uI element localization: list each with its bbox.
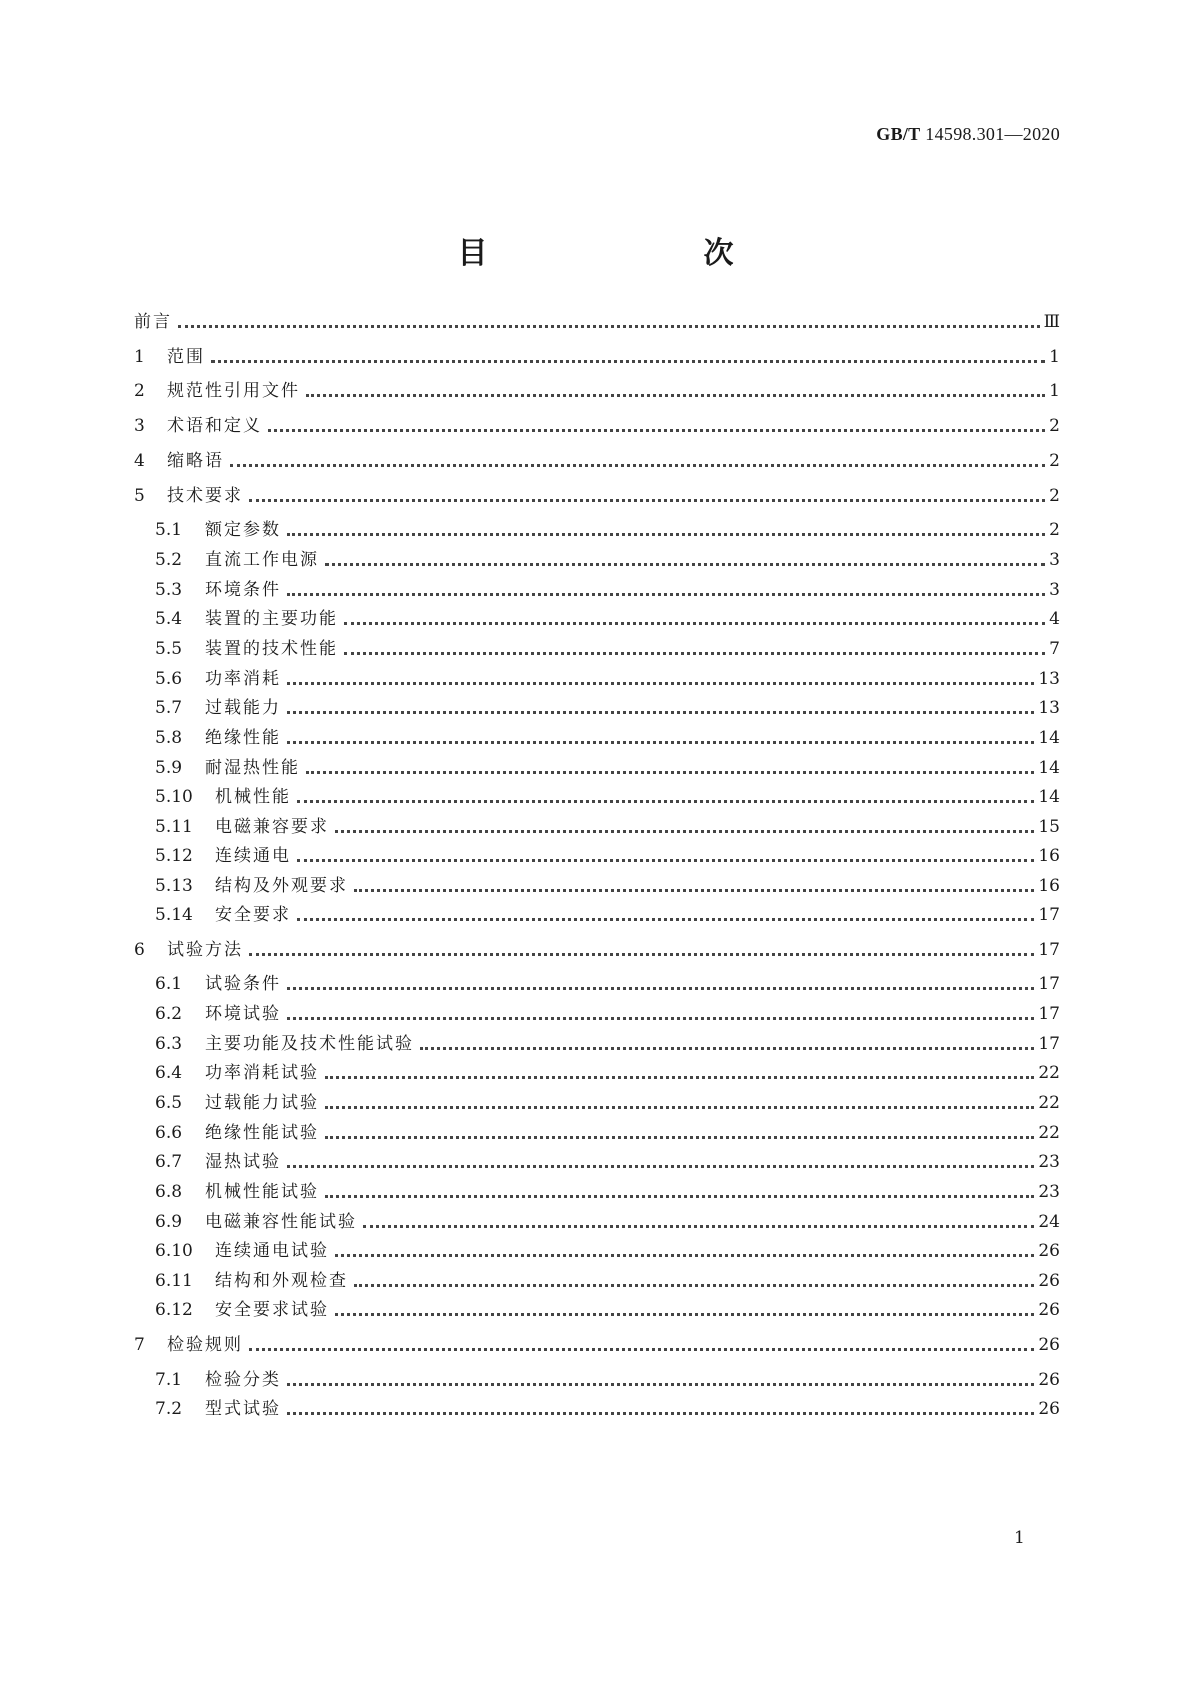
dot-leader	[230, 464, 1045, 467]
toc-entry-page: 2	[1049, 486, 1060, 506]
toc-entry-page: 17	[1038, 940, 1060, 960]
dot-leader	[287, 1017, 1034, 1020]
toc-entry-label: 试验方法	[167, 940, 243, 960]
dot-leader	[325, 1195, 1034, 1198]
toc-entry-label: 过载能力试验	[205, 1093, 319, 1113]
toc-entry[interactable]	[155, 603, 1060, 631]
toc-entry-label: 额定参数	[205, 520, 281, 540]
toc-entry[interactable]	[155, 514, 1060, 542]
page-number: 1	[1014, 1528, 1025, 1548]
toc-entry[interactable]	[155, 1364, 1060, 1392]
toc-entry[interactable]	[155, 1087, 1060, 1115]
toc-entry[interactable]	[155, 574, 1060, 602]
toc-entry-label: 装置的技术性能	[205, 639, 338, 659]
toc-entry-label: 环境试验	[205, 1004, 281, 1024]
toc-entry-label: 环境条件	[205, 580, 281, 600]
toc-entry-page: 4	[1049, 609, 1060, 629]
toc-entry-label: 规范性引用文件	[167, 381, 300, 401]
standard-number: 14598.301—2020	[925, 124, 1060, 144]
dot-leader	[325, 1136, 1034, 1139]
toc-entry-page: 23	[1038, 1152, 1060, 1172]
toc-entry[interactable]	[155, 899, 1060, 927]
toc-entry-page: 13	[1038, 698, 1060, 718]
toc-entry-page: 3	[1049, 580, 1060, 600]
toc-entry-label: 绝缘性能试验	[205, 1123, 319, 1143]
dot-leader	[325, 1076, 1034, 1079]
dot-leader	[249, 499, 1045, 502]
dot-leader	[335, 1254, 1034, 1257]
toc-entry-number: 7	[134, 1335, 145, 1355]
toc-entry-page: 15	[1038, 817, 1060, 837]
dot-leader	[211, 360, 1045, 363]
toc-entry-page: 22	[1038, 1123, 1060, 1143]
toc-entry-label: 功率消耗	[205, 669, 281, 689]
toc-entry-number: 7.1	[155, 1370, 183, 1390]
toc-entry[interactable]	[155, 870, 1060, 898]
dot-leader	[344, 652, 1045, 655]
toc-entry[interactable]	[134, 306, 1060, 334]
toc-entry-page: 1	[1049, 381, 1060, 401]
toc-entry[interactable]	[134, 410, 1060, 438]
toc-entry-number: 6.1	[155, 974, 183, 994]
toc-entry[interactable]	[155, 998, 1060, 1026]
toc-entry-label: 耐湿热性能	[205, 758, 300, 778]
toc-entry-page: 26	[1038, 1271, 1060, 1291]
toc-entry[interactable]	[155, 1393, 1060, 1421]
dot-leader	[344, 622, 1045, 625]
toc-entry-label: 机械性能试验	[205, 1182, 319, 1202]
toc-entry-page: 26	[1038, 1370, 1060, 1390]
dot-leader	[287, 682, 1034, 685]
toc-entry-page: 24	[1038, 1212, 1060, 1232]
dot-leader	[335, 830, 1034, 833]
toc-entry-label: 绝缘性能	[205, 728, 281, 748]
toc-entry-number: 5.14	[155, 905, 193, 925]
dot-leader	[249, 953, 1034, 956]
dot-leader	[420, 1047, 1034, 1050]
dot-leader	[287, 711, 1034, 714]
toc-entry-number: 5	[134, 486, 145, 506]
toc-entry-number: 6	[134, 940, 145, 960]
toc-entry-number: 6.3	[155, 1034, 183, 1054]
toc-entry-page: 17	[1038, 974, 1060, 994]
toc-entry[interactable]	[155, 1057, 1060, 1085]
dot-leader	[306, 771, 1034, 774]
toc-entry[interactable]	[155, 968, 1060, 996]
dot-leader	[297, 918, 1034, 921]
toc-entry-label: 机械性能	[215, 787, 291, 807]
toc-entry[interactable]	[134, 1329, 1060, 1357]
dot-leader	[297, 859, 1034, 862]
toc-entry[interactable]	[155, 1176, 1060, 1204]
toc-entry[interactable]	[134, 445, 1060, 473]
toc-entry-label: 安全要求	[215, 905, 291, 925]
toc-entry-page: 17	[1038, 905, 1060, 925]
toc-entry[interactable]	[155, 781, 1060, 809]
toc-entry-page: 22	[1038, 1093, 1060, 1113]
toc-entry-label: 功率消耗试验	[205, 1063, 319, 1083]
toc-entry-page: 26	[1038, 1335, 1060, 1355]
toc-entry-label: 装置的主要功能	[205, 609, 338, 629]
toc-entry-label: 检验规则	[167, 1335, 243, 1355]
toc-entry-page: 17	[1038, 1004, 1060, 1024]
dot-leader	[325, 1106, 1034, 1109]
toc-entry-number: 6.6	[155, 1123, 183, 1143]
toc-entry[interactable]	[134, 480, 1060, 508]
toc-entry[interactable]	[134, 934, 1060, 962]
dot-leader	[354, 1284, 1034, 1287]
toc-entry[interactable]	[155, 692, 1060, 720]
toc-entry-page: 2	[1049, 416, 1060, 436]
toc-entry-label: 缩略语	[167, 451, 224, 471]
toc-entry-label: 安全要求试验	[215, 1300, 329, 1320]
toc-entry-label: 型式试验	[205, 1399, 281, 1419]
dot-leader	[178, 325, 1040, 328]
toc-entry-number: 1	[134, 347, 145, 367]
toc-entry-number: 6.2	[155, 1004, 183, 1024]
toc-entry[interactable]	[155, 840, 1060, 868]
toc-entry-number: 6.9	[155, 1212, 183, 1232]
dot-leader	[325, 563, 1045, 566]
toc-entry-number: 6.8	[155, 1182, 183, 1202]
toc-entry-number: 5.6	[155, 669, 183, 689]
dot-leader	[287, 533, 1045, 536]
toc-entry-label: 电磁兼容性能试验	[205, 1212, 357, 1232]
toc-entry[interactable]	[155, 722, 1060, 750]
toc-entry-number: 5.12	[155, 846, 193, 866]
toc-entry-number: 5.10	[155, 787, 193, 807]
toc-entry-page: 26	[1038, 1399, 1060, 1419]
toc-entry-label: 范围	[167, 347, 205, 367]
toc-entry[interactable]	[134, 341, 1060, 369]
toc-entry[interactable]	[134, 375, 1060, 403]
toc-entry-page: 26	[1038, 1241, 1060, 1261]
toc-entry-label: 连续通电试验	[215, 1241, 329, 1261]
toc-entry-number: 5.7	[155, 698, 183, 718]
toc-entry-page: 3	[1049, 550, 1060, 570]
toc-entry[interactable]	[155, 1206, 1060, 1234]
dot-leader	[287, 987, 1034, 990]
toc-entry-page: 26	[1038, 1300, 1060, 1320]
toc-entry-number: 7.2	[155, 1399, 183, 1419]
toc-entry[interactable]	[155, 1146, 1060, 1174]
toc-entry-page: 17	[1038, 1034, 1060, 1054]
dot-leader	[287, 593, 1045, 596]
dot-leader	[306, 394, 1045, 397]
dot-leader	[297, 800, 1034, 803]
toc-entry-page: 2	[1049, 520, 1060, 540]
toc-entry-label: 结构和外观检查	[215, 1271, 348, 1291]
toc-entry-label: 过载能力	[205, 698, 281, 718]
toc-entry-number: 4	[134, 451, 145, 471]
dot-leader	[354, 889, 1034, 892]
toc-entry[interactable]	[155, 1235, 1060, 1263]
toc-entry[interactable]	[155, 1294, 1060, 1322]
toc-entry-label: 结构及外观要求	[215, 876, 348, 896]
toc-entry-number: 5.1	[155, 520, 183, 540]
toc-entry[interactable]	[155, 1117, 1060, 1145]
toc-entry-page: 14	[1038, 787, 1060, 807]
toc-entry-number: 6.12	[155, 1300, 193, 1320]
toc-entry-page: 2	[1049, 451, 1060, 471]
toc-entry-number: 6.5	[155, 1093, 183, 1113]
dot-leader	[268, 429, 1045, 432]
toc-entry-number: 5.4	[155, 609, 183, 629]
toc-entry-page: 14	[1038, 758, 1060, 778]
toc-entry-label: 湿热试验	[205, 1152, 281, 1172]
toc-entry-label: 主要功能及技术性能试验	[205, 1034, 414, 1054]
dot-leader	[287, 1412, 1034, 1415]
toc-entry-label: 连续通电	[215, 846, 291, 866]
toc-entry-number: 2	[134, 381, 145, 401]
dot-leader	[287, 1383, 1034, 1386]
toc-entry-page: Ⅲ	[1043, 312, 1060, 332]
toc-entry-number: 6.4	[155, 1063, 183, 1083]
dot-leader	[335, 1313, 1034, 1316]
toc-entry-number: 5.2	[155, 550, 183, 570]
dot-leader	[287, 1165, 1034, 1168]
toc-entry-number: 5.11	[155, 817, 193, 837]
dot-leader	[249, 1348, 1034, 1351]
standard-code: GB/T	[876, 124, 921, 144]
toc-entry-label: 电磁兼容要求	[215, 817, 329, 837]
toc-entry[interactable]	[155, 544, 1060, 572]
toc-entry[interactable]	[155, 1028, 1060, 1056]
toc-entry-number: 6.11	[155, 1271, 193, 1291]
toc-entry-number: 3	[134, 416, 145, 436]
toc-entry[interactable]	[155, 752, 1060, 780]
toc-entry-number: 5.5	[155, 639, 183, 659]
toc-entry[interactable]	[155, 663, 1060, 691]
toc-entry-number: 5.3	[155, 580, 183, 600]
toc-entry-page: 14	[1038, 728, 1060, 748]
toc-entry[interactable]	[155, 1265, 1060, 1293]
toc-entry-label: 技术要求	[167, 486, 243, 506]
toc-entry-page: 1	[1049, 347, 1060, 367]
page-title: 目 次	[457, 236, 786, 271]
toc-entry-label: 检验分类	[205, 1370, 281, 1390]
toc-entry-number: 6.10	[155, 1241, 193, 1261]
toc-entry-page: 16	[1038, 876, 1060, 896]
dot-leader	[287, 741, 1034, 744]
toc-entry-page: 13	[1038, 669, 1060, 689]
toc-entry-number: 5.8	[155, 728, 183, 748]
toc-entry-number: 5.13	[155, 876, 193, 896]
toc-entry[interactable]	[155, 633, 1060, 661]
toc-entry-page: 23	[1038, 1182, 1060, 1202]
toc-entry-page: 16	[1038, 846, 1060, 866]
dot-leader	[363, 1225, 1034, 1228]
toc-entry-label: 前言	[134, 312, 172, 332]
toc-entry-page: 22	[1038, 1063, 1060, 1083]
toc-entry-label: 直流工作电源	[205, 550, 319, 570]
toc-entry[interactable]	[155, 811, 1060, 839]
toc-entry-label: 试验条件	[205, 974, 281, 994]
toc-entry-page: 7	[1049, 639, 1060, 659]
toc-entry-number: 6.7	[155, 1152, 183, 1172]
toc-entry-number: 5.9	[155, 758, 183, 778]
toc-entry-label: 术语和定义	[167, 416, 262, 436]
